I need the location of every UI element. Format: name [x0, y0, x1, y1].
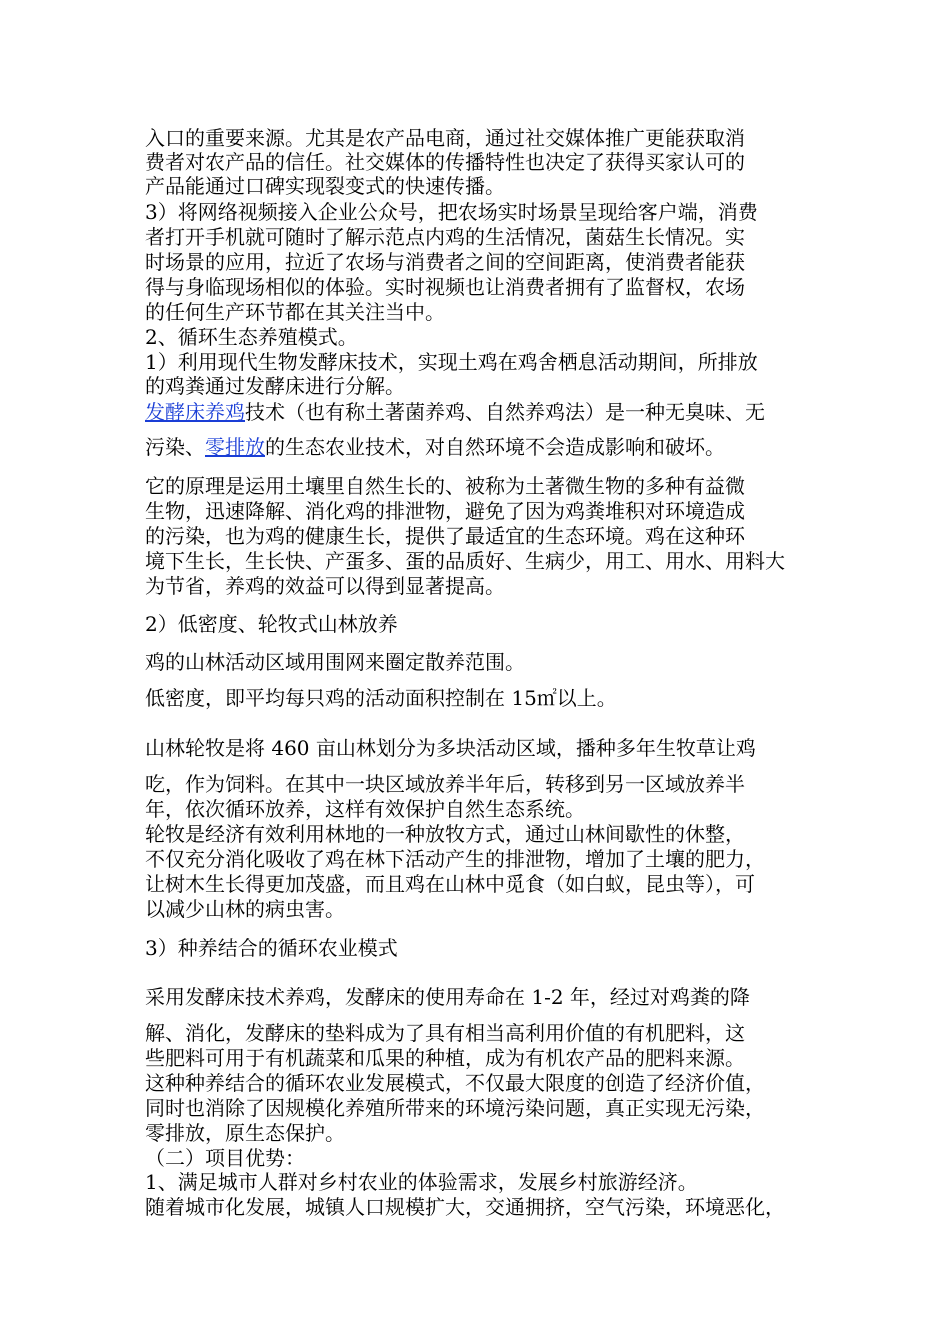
text-line: 的任何生产环节都在其关注当中。	[145, 300, 445, 324]
text-line: 3）将网络视频接入企业公众号，把农场实时场景呈现给客户端，消费	[145, 200, 758, 224]
text-line: 吃，作为饲料。在其中一块区域放养半年后，转移到另一区域放养半	[145, 772, 745, 796]
text-line: 费者对农产品的信任。社交媒体的传播特性也决定了获得买家认可的	[145, 150, 745, 174]
text-line: 以减少山林的病虫害。	[145, 897, 345, 921]
text-line: 2）低密度、轮牧式山林放养	[145, 612, 398, 636]
text-line: 境下生长，生长快、产蛋多、蛋的品质好、生病少，用工、用水、用料大	[145, 549, 785, 573]
text-line: 山林轮牧是将 460 亩山林划分为多块活动区域，播种多年生牧草让鸡	[145, 736, 756, 760]
text-line: 的污染，也为鸡的健康生长，提供了最适宜的生态环境。鸡在这种环	[145, 524, 745, 548]
text-line: 生物，迅速降解、消化鸡的排泄物，避免了因为鸡粪堆积对环境造成	[145, 499, 745, 523]
text-line: 的鸡粪通过发酵床进行分解。	[145, 374, 405, 398]
text-line: 轮牧是经济有效利用林地的一种放牧方式，通过山林间歇性的休整，	[145, 822, 745, 846]
text-line: 入口的重要来源。尤其是农产品电商，通过社交媒体推广更能获取消	[145, 126, 745, 150]
section-heading: （二）项目优势：	[145, 1146, 305, 1170]
text-line: 鸡的山林活动区域用围网来圈定散养范围。	[145, 650, 525, 674]
text-line	[145, 435, 825, 459]
link-zero-emission[interactable]: 零排放	[205, 435, 265, 459]
text-line: 这种种养结合的循环农业发展模式，不仅最大限度的创造了经济价值，	[145, 1071, 765, 1095]
text-line: 得与身临现场相似的体验。实时视频也让消费者拥有了监督权，农场	[145, 275, 745, 299]
text-line: 低密度，即平均每只鸡的活动面积控制在 15㎡以上。	[145, 686, 617, 710]
text-line: 些肥料可用于有机蔬菜和瓜果的种植，成为有机农产品的肥料来源。	[145, 1046, 745, 1070]
text-line: 年，依次循环放养，这样有效保护自然生态系统。	[145, 797, 585, 821]
text-line: 采用发酵床技术养鸡，发酵床的使用寿命在 1-2 年，经过对鸡粪的降	[145, 985, 750, 1009]
text-line: 让树木生长得更加茂盛，而且鸡在山林中觅食（如白蚁，昆虫等），可	[145, 872, 755, 896]
text-line: 产品能通过口碑实现裂变式的快速传播。	[145, 174, 505, 198]
text-line: 1）利用现代生物发酵床技术，实现土鸡在鸡舍栖息活动期间，所排放	[145, 350, 758, 374]
text-line	[145, 400, 825, 424]
text-line: 时场景的应用，拉近了农场与消费者之间的空间距离，使消费者能获	[145, 250, 745, 274]
section-heading: 2、循环生态养殖模式。	[145, 325, 358, 349]
text-line: 不仅充分消化吸收了鸡在林下活动产生的排泄物，增加了土壤的肥力，	[145, 847, 765, 871]
text-line: 1、满足城市人群对乡村农业的体验需求，发展乡村旅游经济。	[145, 1170, 698, 1194]
text-line: 它的原理是运用土壤里自然生长的、被称为土著微生物的多种有益微	[145, 474, 745, 498]
text-line: 3）种养结合的循环农业模式	[145, 936, 398, 960]
text-segment: 技术（也有称土著菌养鸡、自然养鸡法）是一种无臭味、无	[245, 400, 765, 424]
text-line: 者打开手机就可随时了解示范点内鸡的生活情况，菌菇生长情况。实	[145, 225, 745, 249]
text-segment: 的生态农业技术，对自然环境不会造成影响和破坏。	[265, 435, 725, 459]
text-line: 同时也消除了因规模化养殖所带来的环境污染问题，真正实现无污染，	[145, 1096, 765, 1120]
text-line: 解、消化，发酵床的垫料成为了具有相当高利用价值的有机肥料，这	[145, 1021, 745, 1045]
text-segment: 污染、	[145, 435, 205, 459]
text-line: 随着城市化发展，城镇人口规模扩大，交通拥挤，空气污染，环境恶化，	[145, 1195, 785, 1219]
text-line: 为节省，养鸡的效益可以得到显著提高。	[145, 574, 505, 598]
text-line: 零排放，原生态保护。	[145, 1121, 345, 1145]
link-fermentation-bed[interactable]: 发酵床养鸡	[145, 400, 245, 424]
